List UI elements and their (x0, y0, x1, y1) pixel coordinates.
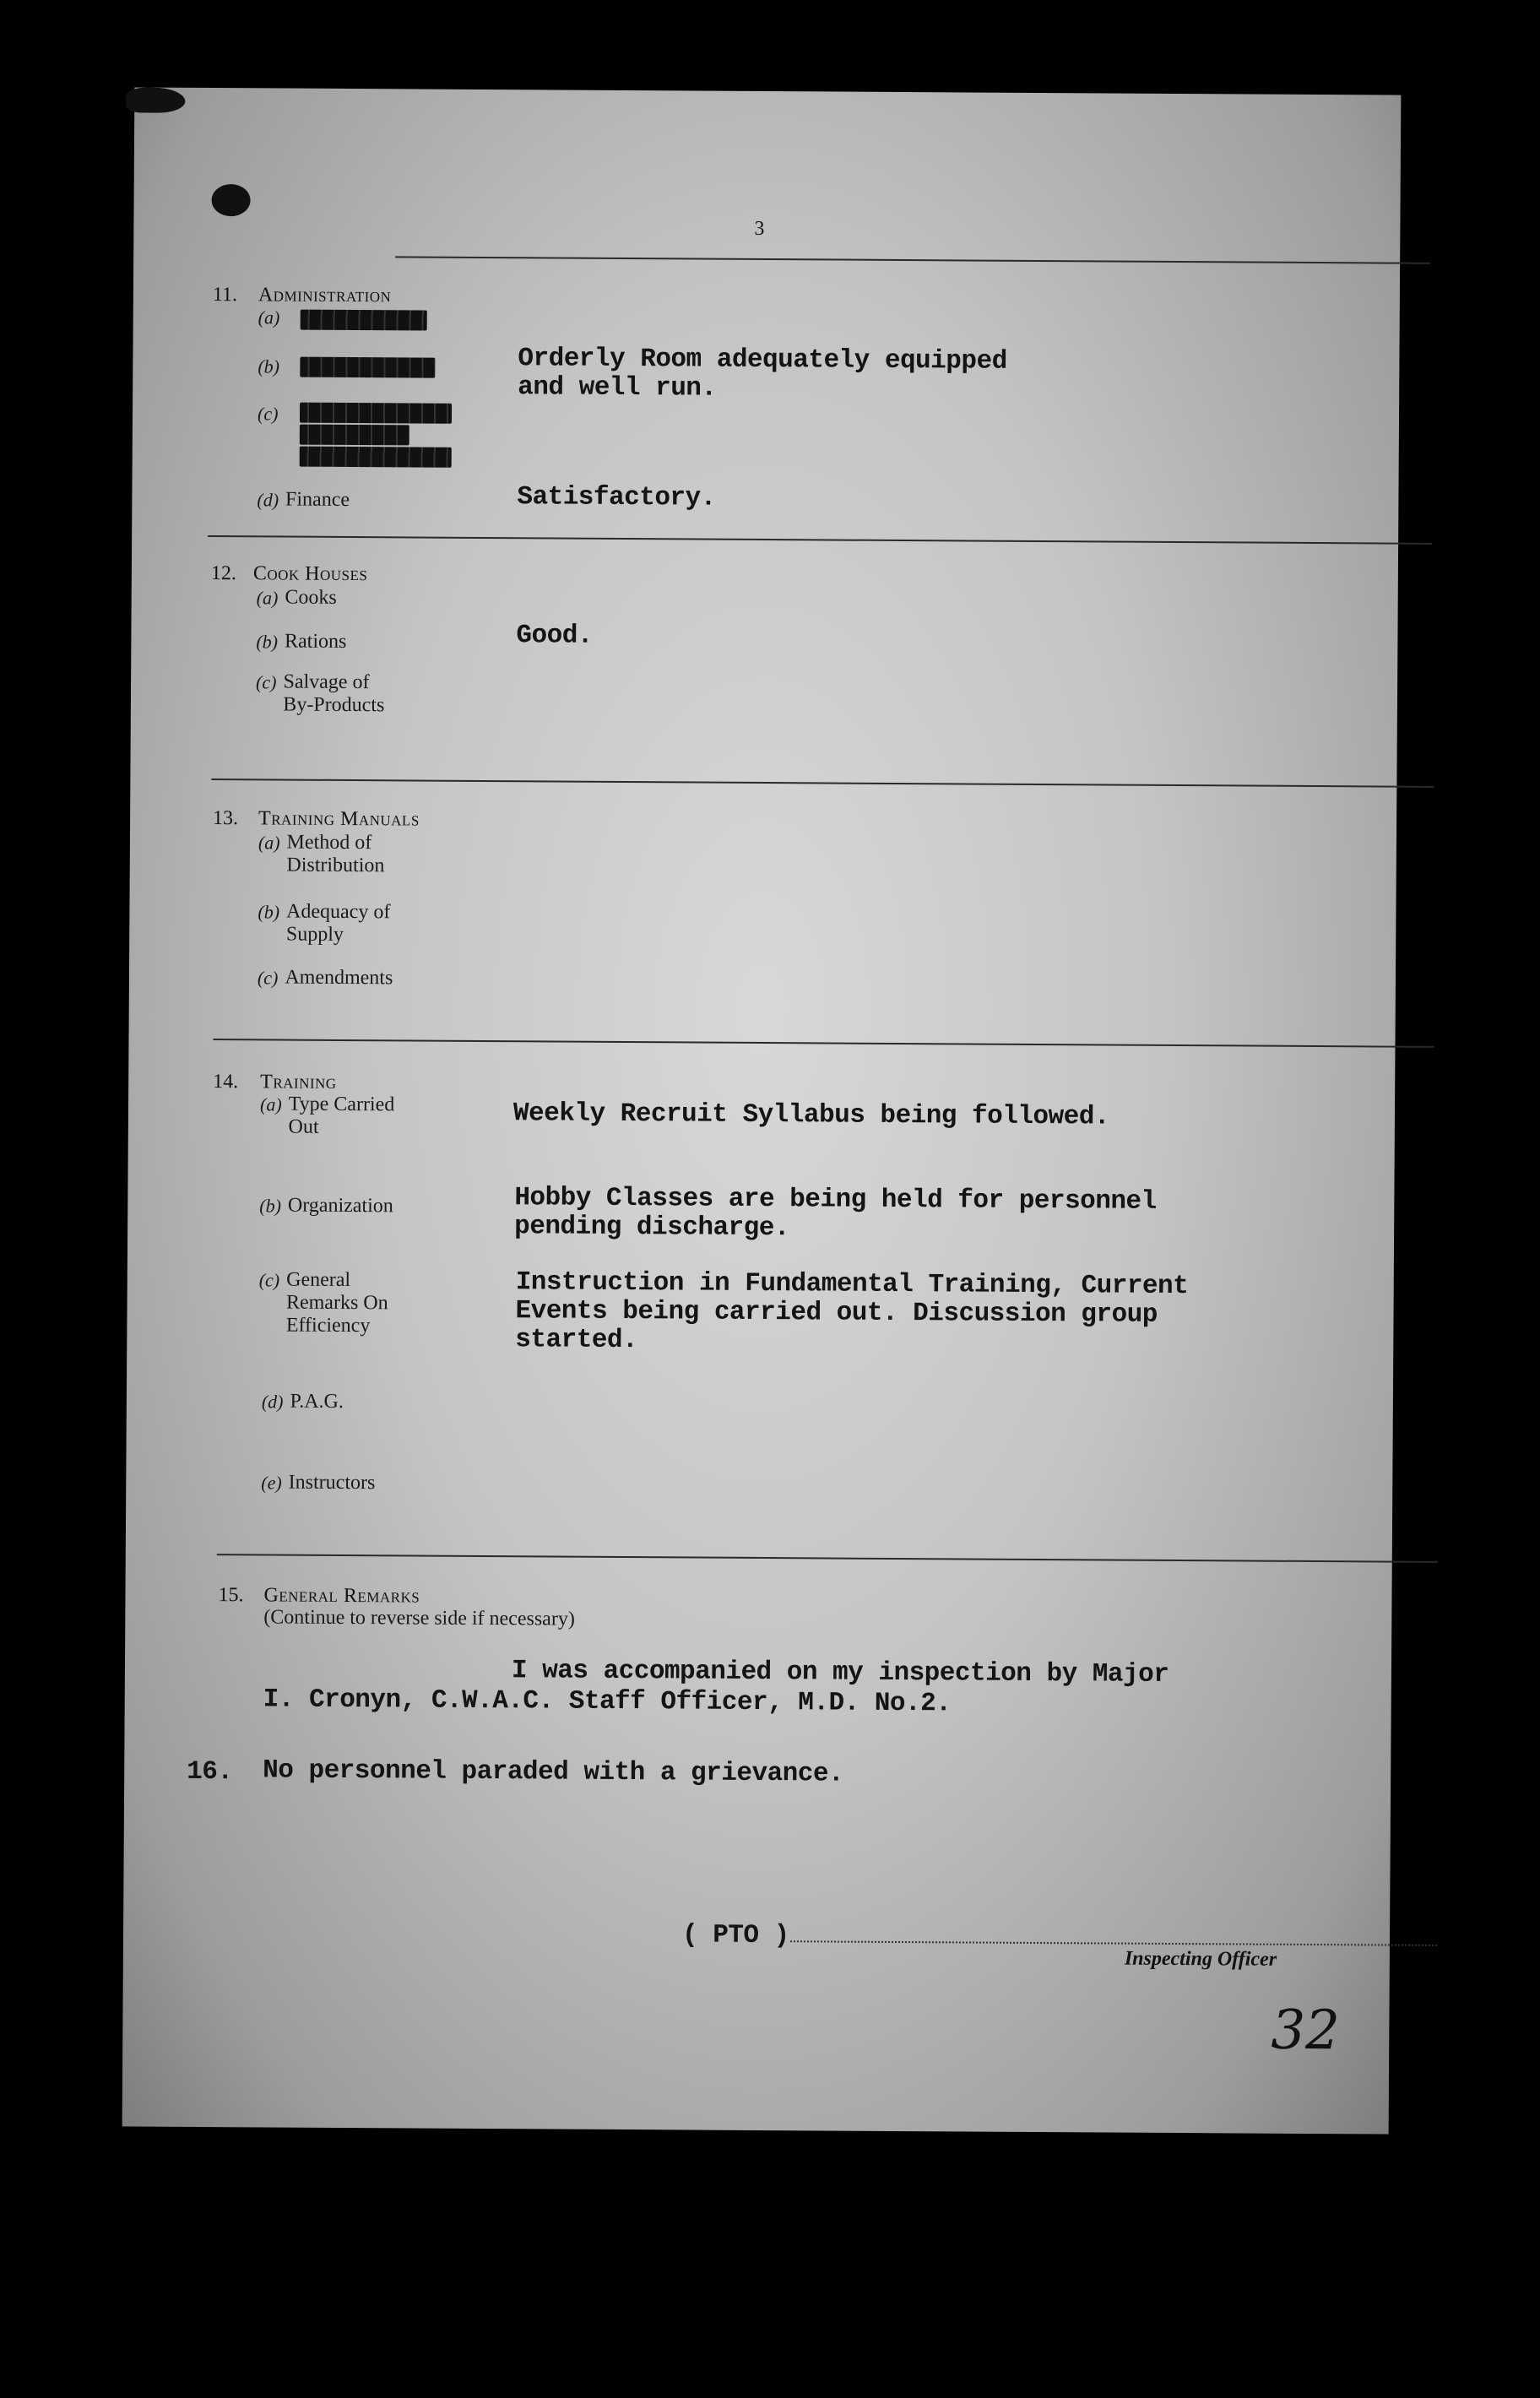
section-11-item-a: (a) (258, 307, 280, 328)
section-14-title: Training (260, 1071, 337, 1093)
redaction-11c-1 (300, 403, 452, 424)
section-11-item-c: (c) (257, 403, 279, 425)
section-16-number: 16. (187, 1756, 233, 1788)
section-14c-text: Instruction in Fundamental Training, Current Events being carried out. Discussion group started. (515, 1267, 1189, 1356)
section-12-item-b: (b) Rations (256, 630, 347, 653)
section-15-text-line1: I was accompanied on my inspection by Major (511, 1656, 1169, 1690)
ink-blotch (211, 184, 250, 216)
signature-line (790, 1940, 1437, 1946)
section-14-item-a: (a) Type Carried Out (259, 1093, 395, 1138)
section-14-item-b: (b) Organization (259, 1194, 393, 1218)
section-16-text: No personnel paraded with a grievance. (263, 1755, 844, 1789)
redaction-11b (300, 357, 435, 378)
rule-after-13 (213, 1039, 1434, 1048)
section-15-title: General Remarks (263, 1584, 420, 1608)
section-11-item-b: (b) (258, 355, 280, 377)
torn-corner (126, 87, 185, 112)
rule-after-12 (211, 779, 1434, 788)
section-14b-text: Hobby Classes are being held for personnel pending discharge. (514, 1183, 1157, 1244)
handwritten-page-number: 32 (1271, 1999, 1341, 2063)
redaction-11c-2 (300, 425, 409, 446)
redaction-11c-3 (300, 447, 452, 468)
section-14-item-d: (d) P.A.G. (261, 1390, 344, 1413)
section-12-title: Cook Houses (252, 562, 368, 586)
section-13-item-a: (a) Method of Distribution (258, 831, 385, 877)
page-number: 3 (754, 217, 765, 241)
section-13-item-c: (c) Amendments (257, 966, 393, 990)
rule-after-11 (208, 535, 1432, 545)
section-15-number: 15. (218, 1584, 244, 1607)
rule-after-14 (217, 1554, 1438, 1563)
section-14-item-e: (e) Instructors (261, 1471, 376, 1495)
section-12-number: 12. (210, 562, 236, 585)
section-12b-text: Good. (516, 621, 594, 651)
section-11-title: Administration (258, 284, 392, 307)
section-14-item-c: (c) General Remarks On Efficiency (258, 1268, 388, 1337)
section-14a-text: Weekly Recruit Syllabus being followed. (512, 1099, 1110, 1132)
section-12-item-c: (c) Salvage of By-Products (256, 670, 385, 717)
section-13-item-b: (b) Adequacy of Supply (258, 900, 391, 946)
inspecting-officer-label: Inspecting Officer (1124, 1947, 1277, 1971)
pto-marker: ( PTO ) (681, 1920, 789, 1951)
section-11-item-d: (d) Finance (257, 488, 350, 512)
section-15-note: (Continue to reverse side if necessary) (263, 1606, 575, 1630)
document-page (122, 87, 1402, 2134)
section-15-text-line2: I. Cronyn, C.W.A.C. Staff Officer, M.D. No.2. (263, 1685, 952, 1719)
section-13-number: 13. (213, 807, 239, 830)
section-12-item-a: (a) Cooks (256, 586, 337, 609)
section-11b-text: Orderly Room adequately equipped and well run. (518, 344, 1007, 404)
section-11-number: 11. (212, 284, 238, 307)
top-rule (395, 256, 1430, 263)
section-11d-text: Satisfactory. (517, 482, 716, 513)
redaction-11a (301, 310, 427, 331)
section-14-number: 14. (213, 1071, 239, 1093)
section-13-title: Training Manuals (258, 807, 420, 831)
